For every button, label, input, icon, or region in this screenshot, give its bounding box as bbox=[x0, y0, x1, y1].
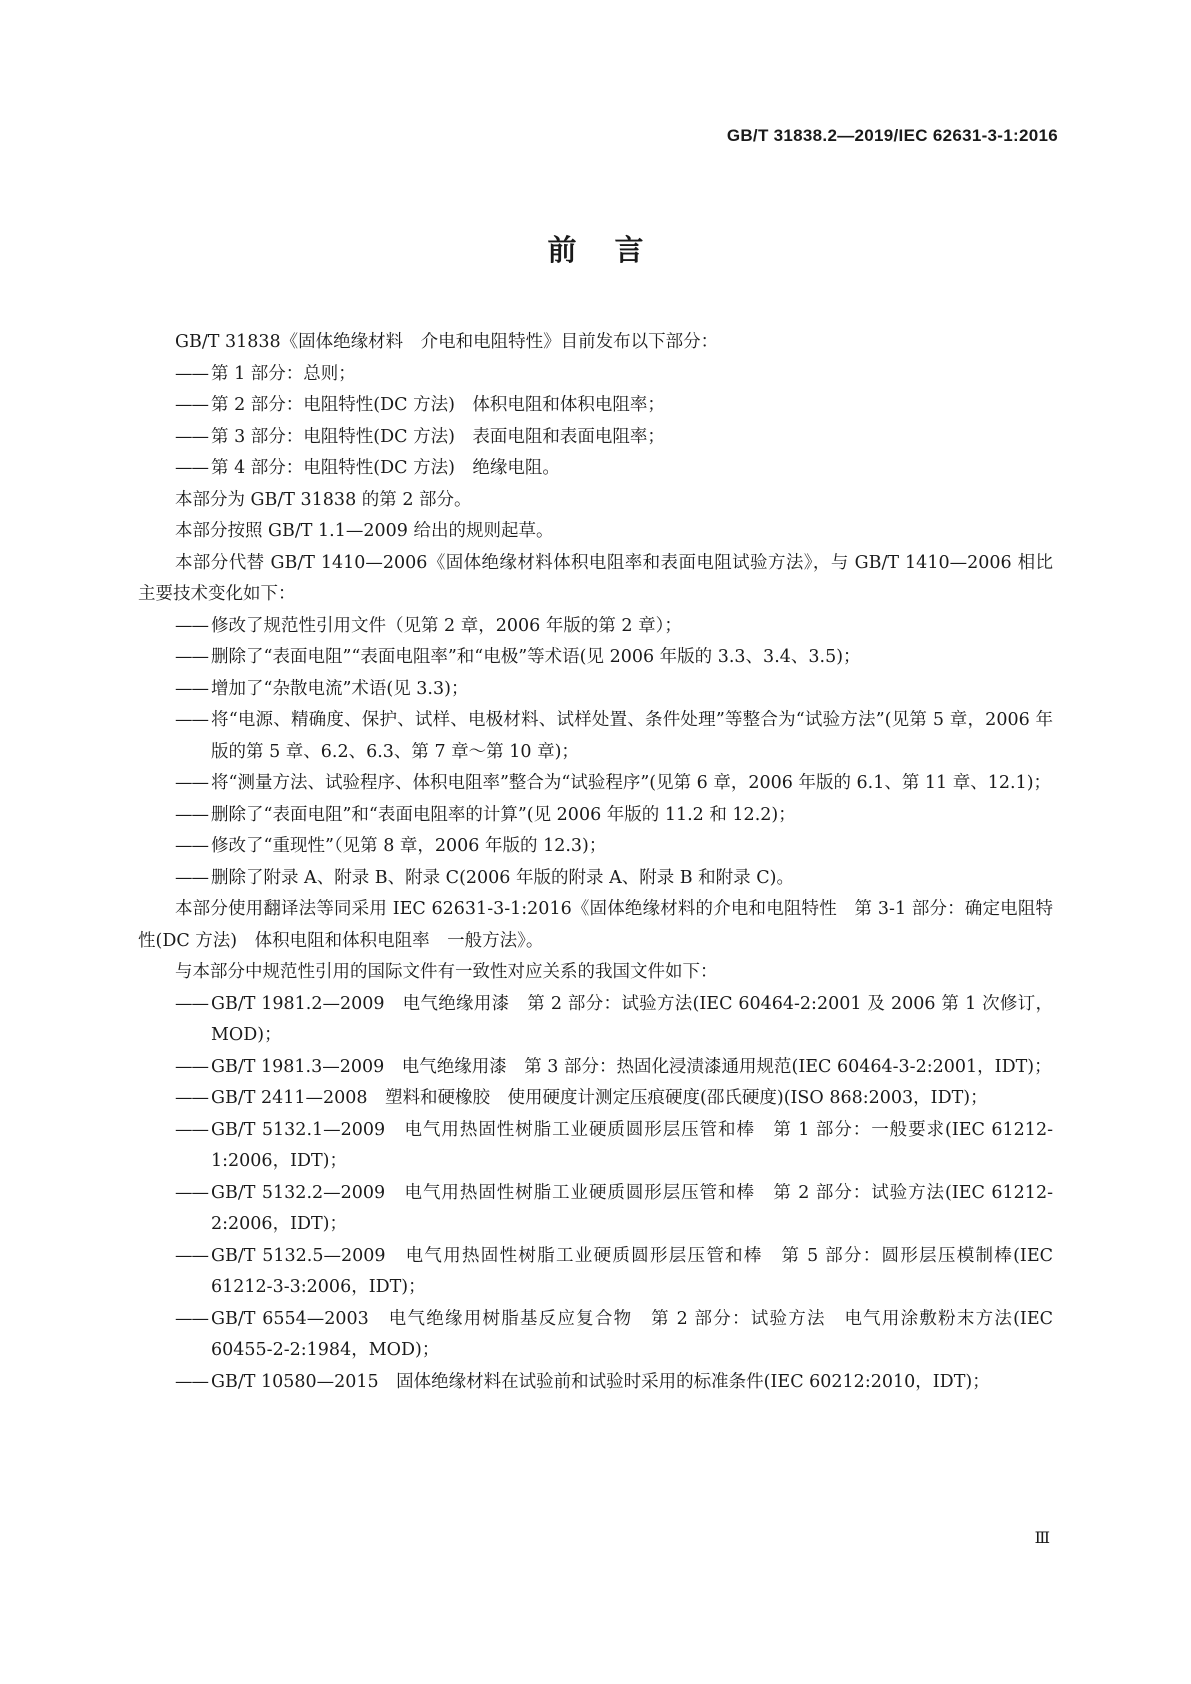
list-dash: —— bbox=[175, 426, 208, 447]
list-dash: —— bbox=[175, 615, 208, 636]
list-item bbox=[138, 800, 1053, 832]
list-item bbox=[138, 1083, 1053, 1115]
paragraph: 本部分按照 GB/T 1.1—2009 给出的规则起草。 bbox=[175, 521, 554, 541]
list-item-text: 修改了规范性引用文件（见第 2 章，2006 年版的第 2 章）； bbox=[211, 615, 682, 636]
list-item bbox=[138, 1052, 1053, 1084]
foreword-body bbox=[138, 327, 1053, 1398]
list-item-text: GB/T 5132.2—2009 电气用热固性树脂工业硬质圆形层压管和棒 第 2 部分：试验方法(IEC 61212-2:2006，IDT)； bbox=[211, 1182, 1053, 1234]
list-dash: —— bbox=[175, 804, 208, 825]
list-item bbox=[138, 674, 1053, 706]
list-item bbox=[138, 831, 1053, 863]
list-dash: —— bbox=[175, 363, 208, 384]
list-item-text: 将“测量方法、试验程序、体积电阻率”整合为“试验程序”(见第 6 章，2006 年版的 6.1、第 11 章、12.1)； bbox=[211, 773, 1052, 793]
list-dash: —— bbox=[175, 1245, 208, 1266]
paragraph: 与本部分中规范性引用的国际文件有一致性对应关系的我国文件如下： bbox=[175, 962, 718, 982]
list-item-text: 第 2 部分：电阻特性(DC 方法) 体积电阻和体积电阻率； bbox=[211, 395, 665, 415]
list-dash: —— bbox=[175, 773, 208, 793]
list-item-text: GB/T 1981.2—2009 电气绝缘用漆 第 2 部分：试验方法(IEC 60464-2:2001 及 2006 第 1 次修订，MOD)； bbox=[211, 993, 1053, 1045]
list-dash: —— bbox=[175, 395, 208, 415]
paragraph: 本部分使用翻译法等同采用 IEC 62631-3-1:2016《固体绝缘材料的介电和电阻特性 第 3-1 部分：确定电阻特性(DC 方法) 体积电阻和体积电阻率 一般方法》。 bbox=[138, 899, 1053, 951]
list-dash: —— bbox=[175, 1119, 208, 1140]
list-dash: —— bbox=[175, 1056, 208, 1077]
list-item bbox=[138, 611, 1053, 643]
list-item-text: 第 1 部分：总则； bbox=[211, 363, 356, 384]
list-item bbox=[138, 768, 1053, 800]
list-item bbox=[138, 1241, 1053, 1304]
list-item-text: GB/T 2411—2008 塑料和硬橡胶 使用硬度计测定压痕硬度(邵氏硬度)(ISO 868:2003，IDT)； bbox=[211, 1088, 988, 1108]
list-item-text: 删除了“表面电阻”和“表面电阻率的计算”(见 2006 年版的 11.2 和 12.2)； bbox=[211, 804, 796, 825]
list-item-text: 将“电源、精确度、保护、试样、电极材料、试样处置、条件处理”等整合为“试验方法”(见第 5 章，2006 年版的第 5 章、6.2、6.3、第 7 章～第 10 章)； bbox=[211, 710, 1053, 762]
list-item bbox=[138, 453, 1053, 485]
list-item-text: 第 4 部分：电阻特性(DC 方法) 绝缘电阻。 bbox=[211, 458, 560, 478]
list-item bbox=[138, 705, 1053, 768]
list-item-text: GB/T 5132.1—2009 电气用热固性树脂工业硬质圆形层压管和棒 第 1 部分：一般要求(IEC 61212-1:2006，IDT)； bbox=[211, 1119, 1053, 1171]
list-item-text: GB/T 6554—2003 电气绝缘用树脂基反应复合物 第 2 部分：试验方法 电气用涂敷粉末方法(IEC 60455-2-2:1984，MOD)； bbox=[211, 1308, 1053, 1360]
list-item-text: GB/T 10580—2015 固体绝缘材料在试验前和试验时采用的标准条件(IEC 60212:2010，IDT)； bbox=[211, 1371, 990, 1392]
list-dash: —— bbox=[175, 710, 208, 730]
list-item-text: 增加了“杂散电流”术语(见 3.3)； bbox=[211, 678, 469, 699]
list-dash: —— bbox=[175, 1182, 208, 1203]
list-dash: —— bbox=[175, 836, 208, 856]
page-number: Ⅲ bbox=[1034, 1528, 1050, 1547]
list-item-text: 删除了附录 A、附录 B、附录 C(2006 年版的附录 A、附录 B 和附录 C)。 bbox=[211, 867, 794, 888]
list-item bbox=[138, 1367, 1053, 1399]
list-dash: —— bbox=[175, 1371, 208, 1392]
paragraph: 本部分为 GB/T 31838 的第 2 部分。 bbox=[175, 489, 472, 510]
list-item-text: 修改了“重现性”（见第 8 章，2006 年版的 12.3)； bbox=[211, 836, 607, 856]
list-item bbox=[138, 642, 1053, 674]
page-title: 前言 bbox=[547, 233, 682, 267]
list-dash: —— bbox=[175, 647, 208, 667]
list-dash: —— bbox=[175, 993, 208, 1014]
list-item bbox=[138, 422, 1053, 454]
list-item bbox=[138, 359, 1053, 391]
list-item bbox=[138, 390, 1053, 422]
list-dash: —— bbox=[175, 1308, 208, 1329]
list-item bbox=[138, 1115, 1053, 1178]
list-dash: —— bbox=[175, 678, 208, 699]
paragraph: 本部分代替 GB/T 1410—2006《固体绝缘材料体积电阻率和表面电阻试验方法》，与 GB/T 1410—2006 相比主要技术变化如下： bbox=[138, 552, 1053, 604]
list-item-text: GB/T 1981.3—2009 电气绝缘用漆 第 3 部分：热固化浸渍漆通用规范(IEC 60464-3-2:2001，IDT)； bbox=[211, 1056, 1052, 1077]
list-dash: —— bbox=[175, 867, 208, 888]
list-item bbox=[138, 863, 1053, 895]
list-item-text: GB/T 5132.5—2009 电气用热固性树脂工业硬质圆形层压管和棒 第 5 部分：圆形层压模制棒(IEC 61212-3-3:2006，IDT)； bbox=[211, 1245, 1053, 1297]
paragraph: GB/T 31838《固体绝缘材料 介电和电阻特性》目前发布以下部分： bbox=[175, 332, 719, 352]
list-dash: —— bbox=[175, 458, 208, 478]
list-item-text: 删除了“表面电阻”“表面电阻率”和“电极”等术语(见 2006 年版的 3.3、3.4、3.5)； bbox=[211, 647, 861, 667]
standard-number: GB/T 31838.2—2019/IEC 62631-3-1:2016 bbox=[726, 126, 1058, 145]
list-item bbox=[138, 1178, 1053, 1241]
list-item-text: 第 3 部分：电阻特性(DC 方法) 表面电阻和表面电阻率； bbox=[211, 426, 665, 447]
list-dash: —— bbox=[175, 1088, 208, 1108]
list-item bbox=[138, 989, 1053, 1052]
list-item bbox=[138, 1304, 1053, 1367]
